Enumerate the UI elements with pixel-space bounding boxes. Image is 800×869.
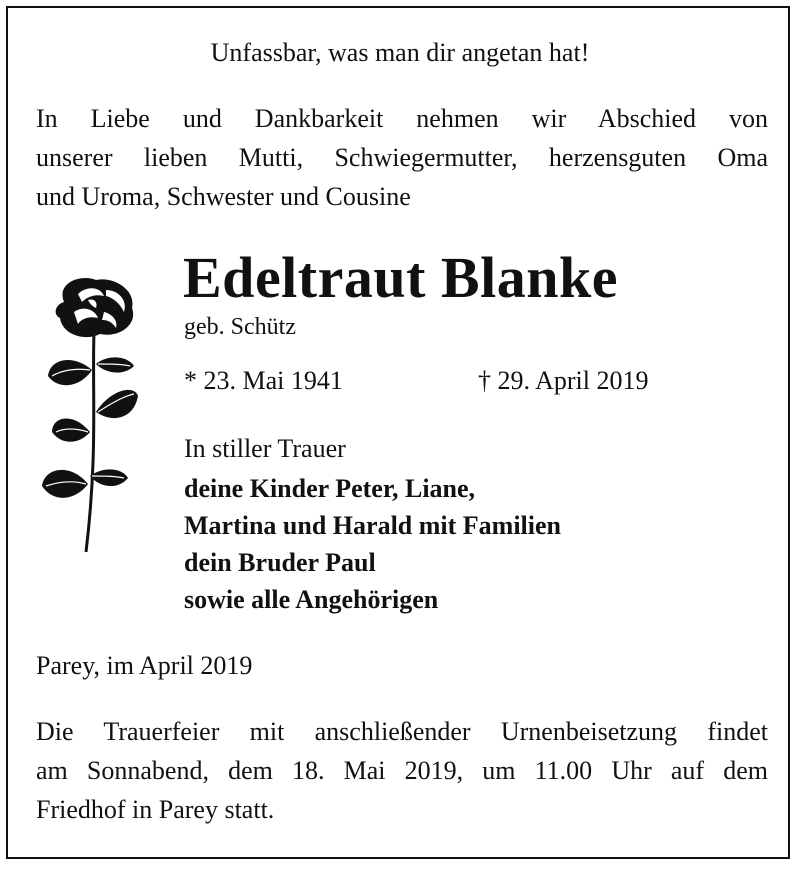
funeral-line: Friedhof in Parey statt. xyxy=(36,795,275,824)
mourner-line: Martina und Harald mit Familien xyxy=(184,511,561,540)
funeral-line: Die Trauerfeier mit anschließender Urnenbeisetzung findet xyxy=(36,717,768,746)
intro-line: und Uroma, Schwester und Cousine xyxy=(36,182,411,211)
birth-date: * 23. Mai 1941 xyxy=(184,366,343,395)
place-date: Parey, im April 2019 xyxy=(36,651,253,680)
intro-line: In Liebe und Dankbarkeit nehmen wir Abschied von xyxy=(36,104,768,133)
mourner-line: sowie alle Angehörigen xyxy=(184,585,439,614)
funeral-line: am Sonnabend, dem 18. Mai 2019, um 11.00 Uhr auf dem xyxy=(36,756,768,785)
mourner-line: dein Bruder Paul xyxy=(184,548,376,577)
maiden-name: geb. Schütz xyxy=(184,314,296,340)
deceased-name: Edeltraut Blanke xyxy=(183,245,618,310)
intro-line: unserer lieben Mutti, Schwiegermutter, herzensguten Oma xyxy=(36,143,768,172)
motto: Unfassbar, was man dir angetan hat! xyxy=(210,38,590,67)
mourning-intro: In stiller Trauer xyxy=(184,434,346,463)
mourner-line: deine Kinder Peter, Liane, xyxy=(184,474,476,503)
death-date: † 29. April 2019 xyxy=(478,366,649,395)
rose-icon xyxy=(34,272,144,557)
